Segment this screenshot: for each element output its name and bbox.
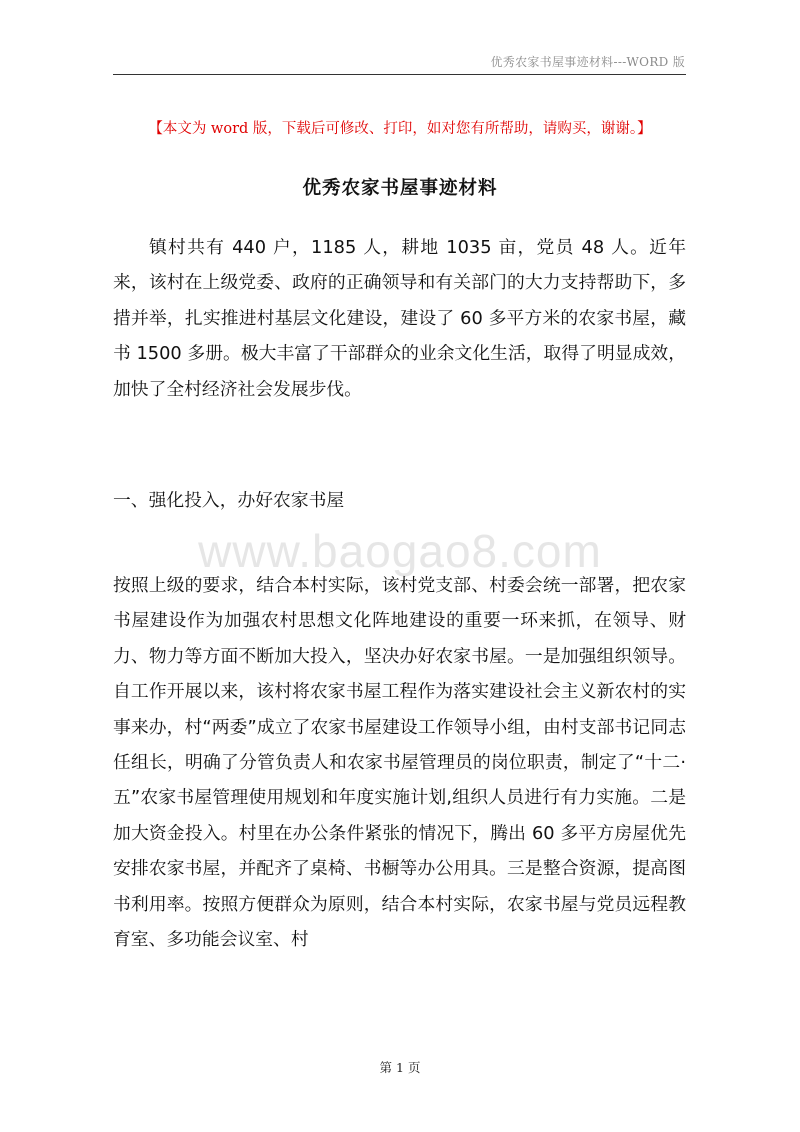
header-divider	[113, 74, 686, 75]
purchase-notice: 【本文为 word 版，下载后可修改、打印，如对您有所帮助，请购买，谢谢。】	[148, 121, 652, 137]
watermark: www.baogao8.com	[198, 525, 602, 577]
intro-paragraph: 镇村共有 440 户，1185 人，耕地 1035 亩，党员 48 人。近年来，该村在上级党委、政府的正确领导和有关部门的大力支持帮助下，多措并举，扎实推进村基层文化建设，建设了 60 多平方米的农家书屋，藏书 1500 多册。极大丰富了干部群众的业余文化生活，取得了明显成效，加快了全村经济社会发展步伐。	[113, 237, 686, 400]
section-paragraph: 按照上级的要求，结合本村实际，该村党支部、村委会统一部署，把农家书屋建设作为加强农村思想文化阵地建设的重要一环来抓，在领导、财力、物力等方面不断加大投入，坚决办好农家书屋。一是加强组织领导。自工作开展以来，该村将农家书屋工程作为落实建设社会主义新农村的实事来办，村“两委”成立了农家书屋建设工作领导小组，由村支部书记同志任组长，明确了分管负责人和农家书屋管理员的岗位职责，制定了“十二·五”农家书屋管理使用规划和年度实施计划,组织人员进行有力实施。二是加大资金投入。村里在办公条件紧张的情况下，腾出 60 多平方房屋优先安排农家书屋，并配齐了桌椅、书橱等办公用具。三是整合资源，提高图书利用率。按照方便群众为原则，结合本村实际，农家书屋与党员远程教育室、多功能会议室、村	[113, 575, 686, 951]
section-heading: 一、强化投入，办好农家书屋	[113, 490, 345, 511]
page-title: 优秀农家书屋事迹材料	[302, 178, 498, 199]
running-header: 优秀农家书屋事迹材料---WORD 版	[490, 55, 685, 69]
page-number: 第 1 页	[379, 1060, 421, 1075]
